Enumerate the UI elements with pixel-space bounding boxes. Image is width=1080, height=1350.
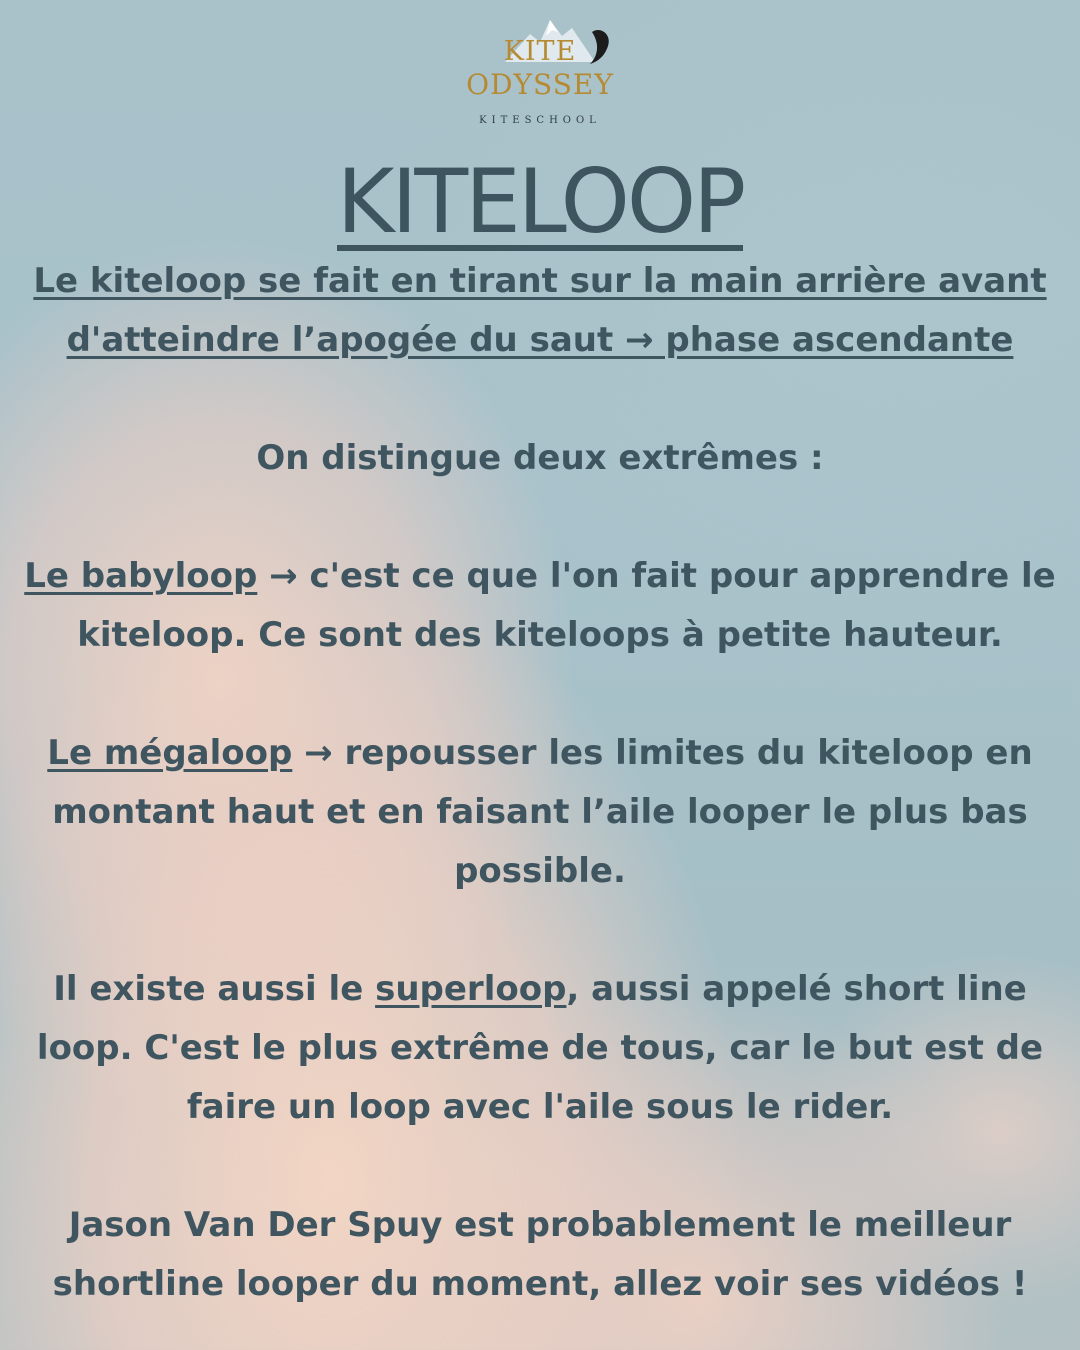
closing-paragraph: Jason Van Der Spuy est probablement le meilleur shortline looper du moment, allez voir ses vidéos ! bbox=[52, 1205, 1028, 1304]
babyloop-term: Le babyloop bbox=[24, 556, 258, 596]
logo-line1: KITE bbox=[503, 36, 577, 67]
page-title: KITELOOP bbox=[336, 150, 744, 253]
distinguish-line: On distingue deux extrêmes : bbox=[256, 438, 824, 478]
intro-paragraph: Le kiteloop se fait en tirant sur la main arrière avant d'atteindre l’apogée du saut → phase ascendante bbox=[33, 261, 1047, 360]
superloop-after: , aussi appelé short line loop. C'est le plus extrême de tous, car le but est de faire un loop avec l'aile sous le rider. bbox=[36, 969, 1044, 1127]
babyloop-text: → c'est ce que l'on fait pour apprendre le kiteloop. Ce sont des kiteloops à petite hauteur. bbox=[77, 556, 1056, 655]
superloop-before: Il existe aussi le bbox=[53, 969, 376, 1009]
megaloop-paragraph bbox=[20, 724, 1060, 901]
kite-odyssey-logo bbox=[440, 12, 640, 126]
superloop-paragraph bbox=[20, 960, 1060, 1137]
babyloop-paragraph bbox=[20, 547, 1060, 665]
main-content bbox=[20, 252, 1060, 1350]
logo-subtitle: KITESCHOOL bbox=[479, 115, 601, 126]
megaloop-term: Le mégaloop bbox=[47, 733, 293, 773]
megaloop-text: → repousser les limites du kiteloop en montant haut et en faisant l’aile looper le plus bas possible. bbox=[52, 733, 1033, 891]
superloop-term: superloop bbox=[375, 969, 567, 1009]
logo-line2: ODYSSEY bbox=[466, 68, 614, 101]
